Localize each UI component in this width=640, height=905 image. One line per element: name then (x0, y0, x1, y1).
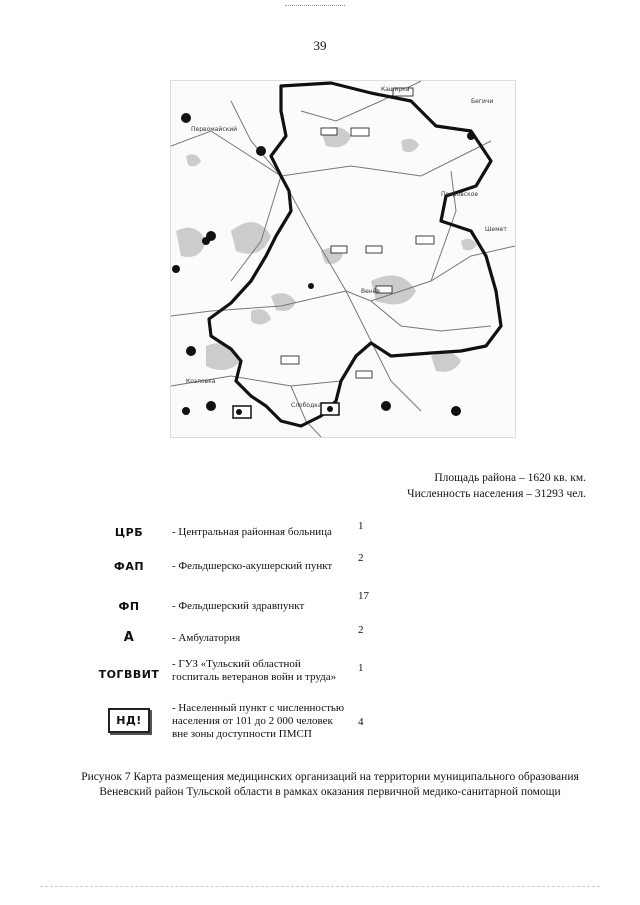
legend-symbol-fap: ФАП (113, 560, 145, 573)
map-label-kozlovka: Козловка (186, 378, 216, 385)
legend-count-fp: 17 (358, 590, 369, 602)
legend-count-togvvit: 1 (358, 662, 364, 674)
legend-desc-fap: - Фельдшерско-акушерский пункт (172, 560, 333, 572)
map-label-begichi: Бегичи (471, 98, 494, 105)
map-label-pervomaisky: Первомайский (191, 126, 238, 133)
legend-symbol-fp: ФП (118, 600, 140, 613)
district-map (170, 80, 516, 438)
page-number: 39 (313, 38, 327, 53)
map-label-pokrovskoe: Покровское (441, 191, 479, 198)
map-label-kashirka: Каширка (381, 86, 410, 93)
district-population: Численность населения – 31293 чел. (407, 488, 586, 500)
district-area: Площадь района – 1620 кв. км. (434, 472, 586, 484)
legend-desc-nd: - Населенный пункт с численностью населения от 101 до 2 000 человек вне зоны доступности ПМСП (172, 702, 345, 740)
legend-symbol-nd (96, 708, 162, 733)
district-map-image (171, 81, 515, 437)
map-label-slobodka: Слободка (291, 402, 322, 409)
legend-desc-ambulatory: - Амбулатория (172, 632, 241, 644)
map-label-venev: Венёв (361, 288, 380, 295)
nd-marker-box: НД! (108, 708, 150, 733)
legend-desc-fp: - Фельдшерский здравпункт (172, 600, 305, 612)
forest-patches (176, 127, 477, 372)
legend-count-crb: 1 (358, 520, 364, 532)
scan-artifact-top (285, 5, 345, 8)
figure-caption: Рисунок 7 Карта размещения медицинских организаций на территории муниципального образования Веневский район Тульской области в рамках оказания первичной медико-санитарной помощи (81, 771, 579, 798)
district-stats (407, 470, 586, 502)
legend-count-fap: 2 (358, 552, 364, 564)
map-label-shemetovo: Шемет (485, 226, 507, 233)
legend-desc-togvvit: - ГУЗ «Тульский областной госпиталь ветеранов войн и труда» (172, 658, 337, 683)
legend-symbol-togvvit: ТОГВВИТ (98, 668, 160, 681)
legend-count-nd: 4 (358, 716, 364, 728)
scan-artifact-bottom (40, 886, 600, 887)
legend-symbol-ambulatory: А (123, 630, 135, 645)
legend-desc-crb: - Центральная районная больница (172, 526, 332, 538)
legend-symbol-crb: ЦРБ (114, 526, 144, 539)
legend-count-ambulatory: 2 (358, 624, 364, 636)
